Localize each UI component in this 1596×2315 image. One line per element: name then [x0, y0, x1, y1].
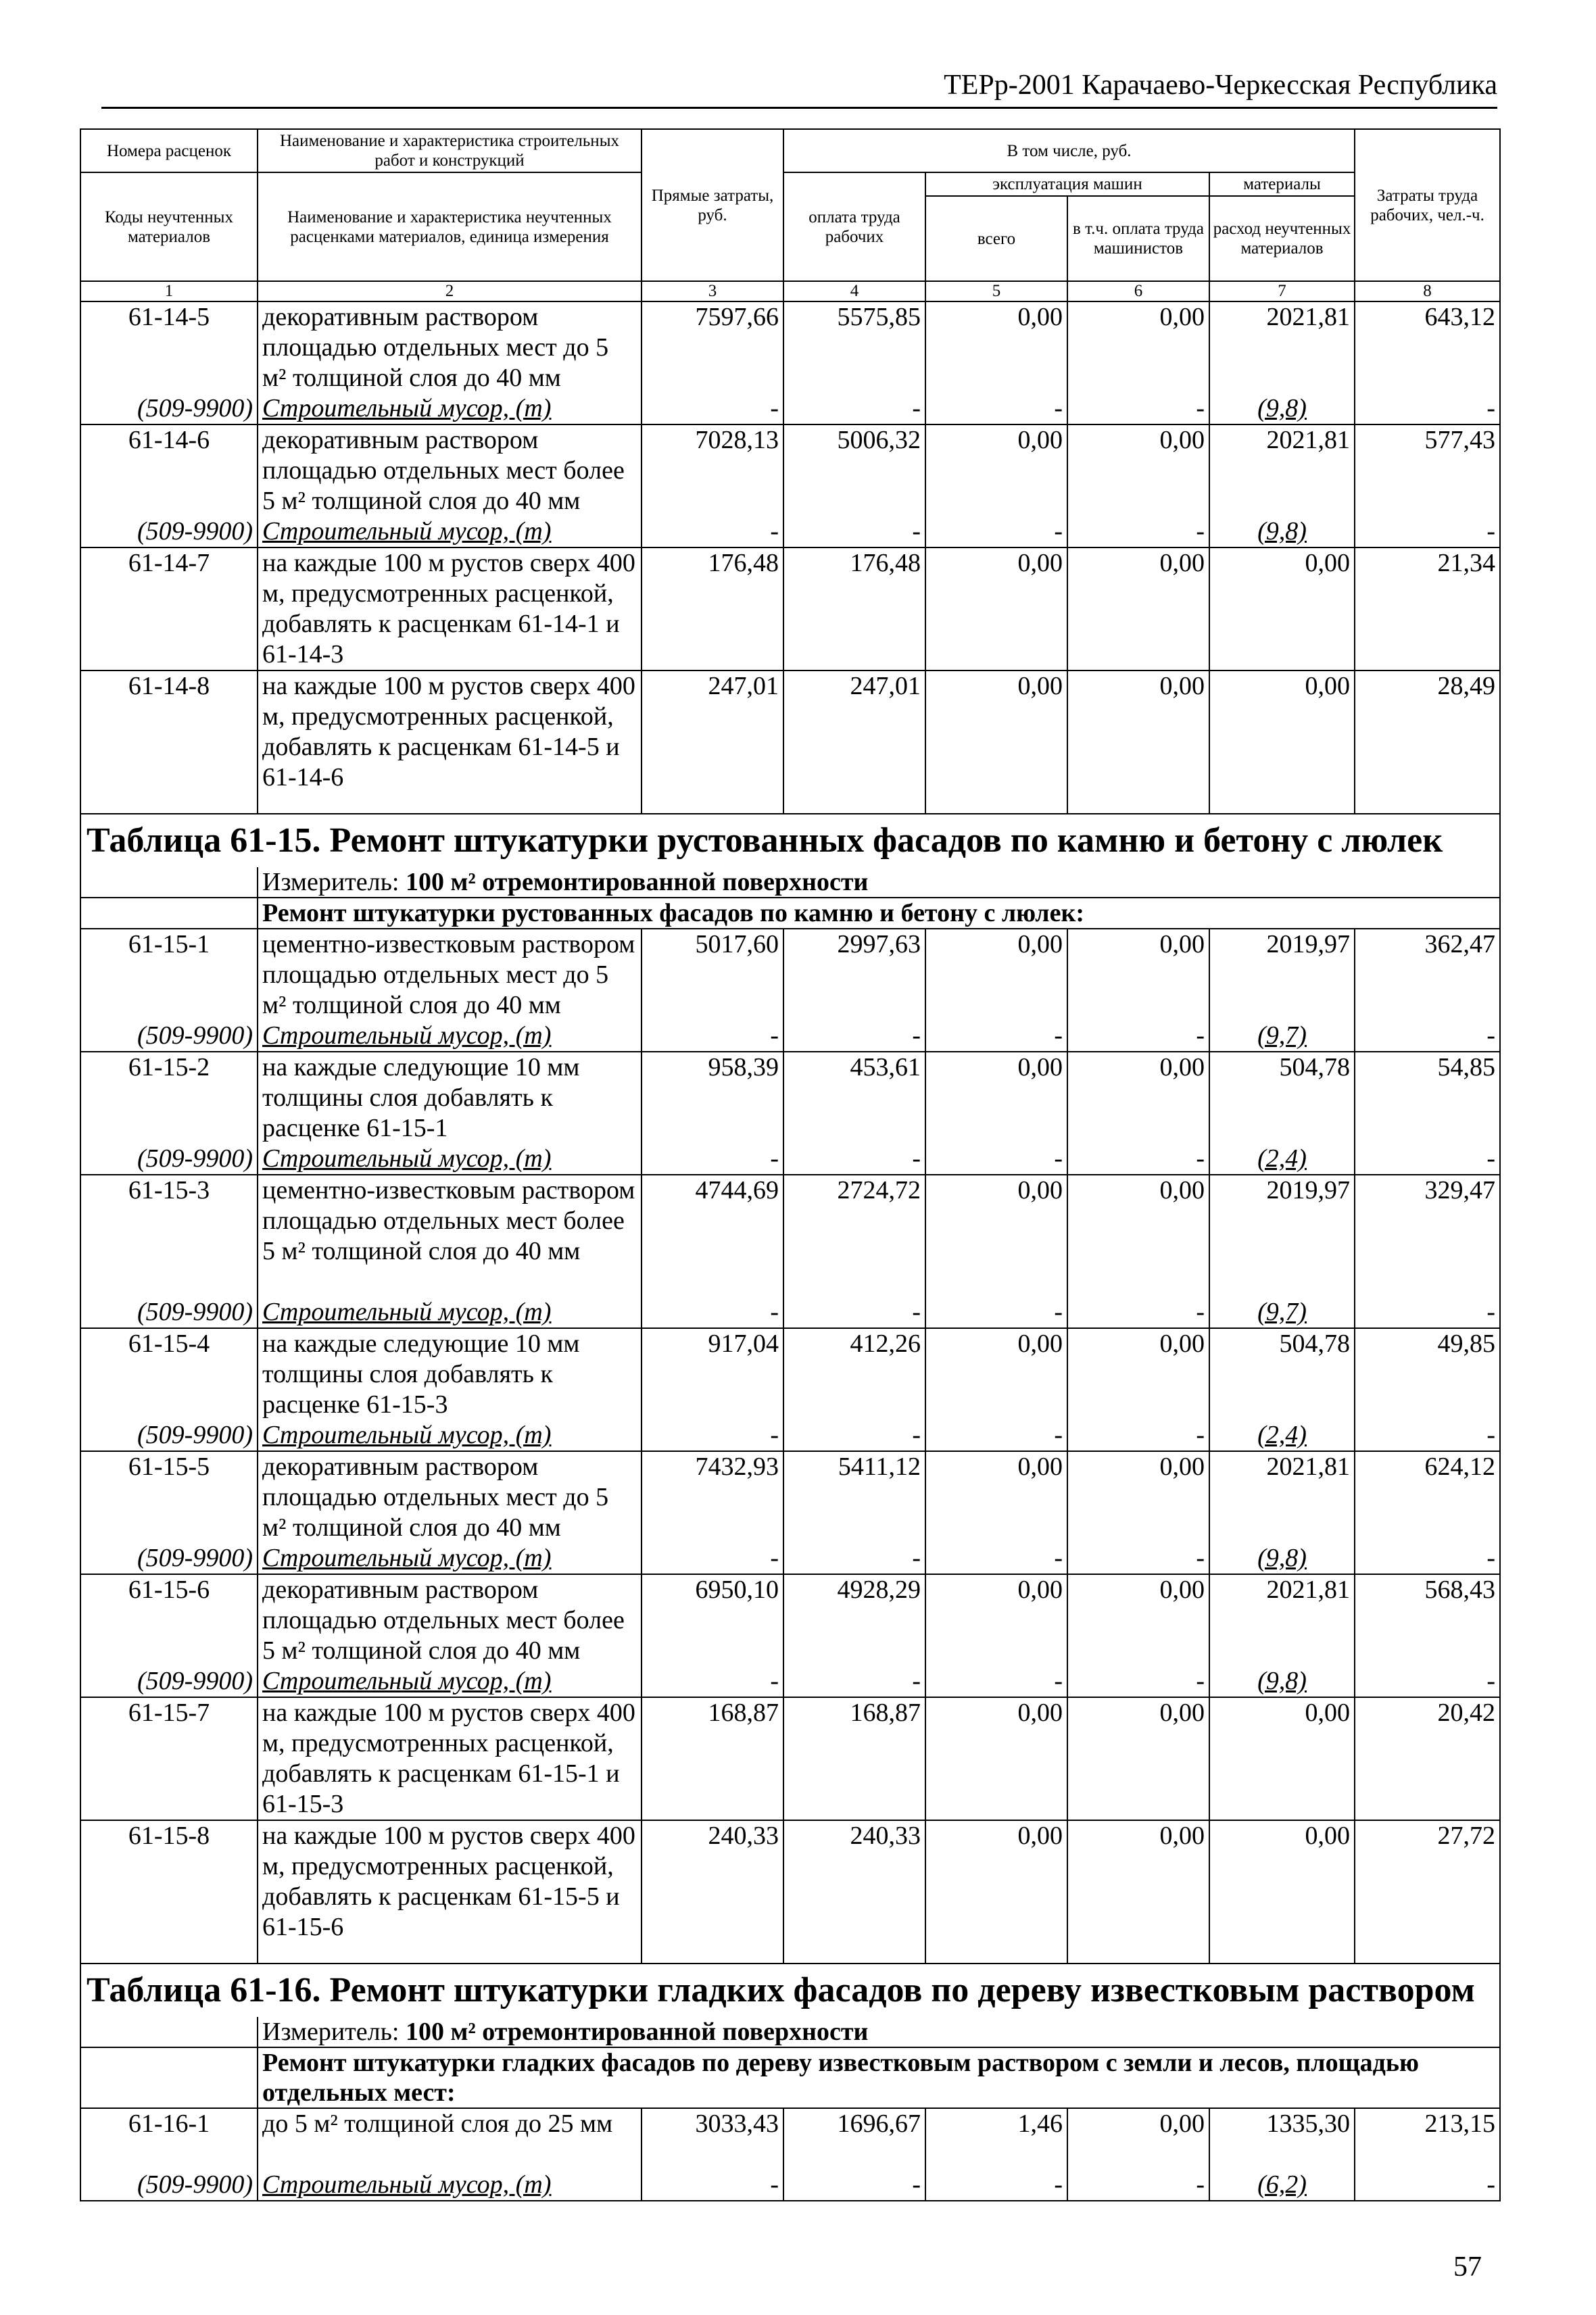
labor-pay-value: 453,61 — [783, 1052, 925, 1144]
dash-value: - — [1355, 1420, 1500, 1451]
empty-cell — [80, 793, 258, 814]
rate-row — [80, 1574, 1500, 1666]
dash-value: - — [1355, 1543, 1500, 1574]
empty-cell — [80, 2047, 258, 2108]
machinist-pay-value: 0,00 — [1067, 1328, 1209, 1420]
direct-costs-value: 5017,60 — [642, 929, 783, 1021]
column-index-6: 6 — [1067, 281, 1209, 301]
machine-total-value: 0,00 — [925, 424, 1067, 516]
labor-hours-value: 362,47 — [1355, 929, 1500, 1021]
material-row — [80, 1666, 1500, 1697]
rates-table — [80, 128, 1501, 2201]
table-title-row — [80, 1964, 1500, 2017]
rate-row — [80, 301, 1500, 393]
machinist-pay-value: 0,00 — [1067, 2108, 1209, 2170]
direct-costs-value: 176,48 — [642, 547, 783, 671]
materials-cost-value: 2021,81 — [1209, 424, 1355, 516]
dash-value: - — [1355, 2170, 1500, 2201]
rate-code: 61-15-8 — [80, 1820, 258, 1943]
dash-value: - — [642, 1021, 783, 1052]
rate-row — [80, 1451, 1500, 1543]
material-description: Строительный мусор, (т) — [258, 393, 642, 424]
section-row — [80, 2047, 1500, 2108]
rate-row — [80, 671, 1500, 793]
rate-row — [80, 547, 1500, 671]
empty-cell — [1355, 1943, 1500, 1964]
materials-cost-value: 2019,97 — [1209, 929, 1355, 1021]
dash-value: - — [642, 393, 783, 424]
empty-cell — [925, 793, 1067, 814]
rate-code: 61-15-3 — [80, 1175, 258, 1297]
labor-pay-value: 2724,72 — [783, 1175, 925, 1297]
labor-pay-value: 5575,85 — [783, 301, 925, 393]
measure-label: Измеритель: — [262, 2018, 400, 2046]
machine-total-value: 1,46 — [925, 2108, 1067, 2170]
page-number: 57 — [1453, 2251, 1482, 2283]
rate-code: 61-15-4 — [80, 1328, 258, 1420]
empty-cell — [1209, 793, 1355, 814]
material-row — [80, 1144, 1500, 1175]
dash-value: - — [925, 2170, 1067, 2201]
rate-code: 61-14-7 — [80, 547, 258, 671]
dash-value: - — [1067, 1144, 1209, 1175]
column-index-4: 4 — [783, 281, 925, 301]
measure-label: Измеритель: — [262, 868, 400, 896]
labor-pay-value: 240,33 — [783, 1820, 925, 1943]
rate-code: 61-14-8 — [80, 671, 258, 793]
running-header: ТЕРр-2001 Карачаево-Черкесская Республика — [944, 70, 1497, 101]
material-consumption: (9,7) — [1209, 1297, 1355, 1328]
dash-value: - — [1067, 1021, 1209, 1052]
measure-value: 100 м² отремонтированной поверхности — [406, 868, 869, 896]
machinist-pay-value: 0,00 — [1067, 424, 1209, 516]
direct-costs-value: 4744,69 — [642, 1175, 783, 1297]
rate-description: на каждые 100 м рустов сверх 400 м, предусмотренных расценкой, добавлять к расценкам 61-14-5 и 61-14-6 — [258, 671, 642, 793]
material-row — [80, 2170, 1500, 2201]
material-consumption: (9,8) — [1209, 1543, 1355, 1574]
machinist-pay-value: 0,00 — [1067, 1697, 1209, 1820]
dash-value: - — [1355, 1297, 1500, 1328]
col-materials-consumption: расход неучтенных материалов — [1209, 196, 1355, 281]
material-consumption: (6,2) — [1209, 2170, 1355, 2201]
materials-cost-value: 2019,97 — [1209, 1175, 1355, 1297]
empty-cell — [80, 2017, 258, 2047]
rate-description: до 5 м² толщиной слоя до 25 мм — [258, 2108, 642, 2170]
material-description: Строительный мусор, (т) — [258, 2170, 642, 2201]
rate-row — [80, 2108, 1500, 2170]
materials-cost-value: 504,78 — [1209, 1328, 1355, 1420]
dash-value: - — [925, 1144, 1067, 1175]
labor-hours-value: 20,42 — [1355, 1697, 1500, 1820]
col-name-bottom: Наименование и характеристика неучтенных расценками материалов, единица измерения — [258, 172, 642, 281]
labor-hours-value: 568,43 — [1355, 1574, 1500, 1666]
materials-cost-value: 1335,30 — [1209, 2108, 1355, 2170]
rate-code: 61-15-6 — [80, 1574, 258, 1666]
empty-cell — [1355, 793, 1500, 814]
materials-cost-value: 2021,81 — [1209, 1574, 1355, 1666]
measure-text — [258, 867, 1500, 898]
empty-cell — [80, 867, 258, 898]
dash-value: - — [642, 1543, 783, 1574]
material-description: Строительный мусор, (т) — [258, 1144, 642, 1175]
empty-cell — [80, 1943, 258, 1964]
dash-value: - — [925, 1021, 1067, 1052]
empty-cell — [1209, 1943, 1355, 1964]
materials-cost-value: 2021,81 — [1209, 301, 1355, 393]
dash-value: - — [1067, 1543, 1209, 1574]
measure-text — [258, 2017, 1500, 2047]
dash-value: - — [783, 1666, 925, 1697]
measure-value: 100 м² отремонтированной поверхности — [406, 2018, 869, 2046]
col-labor-pay: оплата труда рабочих — [783, 172, 925, 281]
dash-value: - — [642, 516, 783, 547]
dash-value: - — [642, 1297, 783, 1328]
empty-cell — [258, 793, 642, 814]
labor-hours-value: 329,47 — [1355, 1175, 1500, 1297]
labor-pay-value: 4928,29 — [783, 1574, 925, 1666]
spacer-row — [80, 1943, 1500, 1964]
dash-value: - — [1355, 1666, 1500, 1697]
rate-description: декоративным раствором площадью отдельных мест более 5 м² толщиной слоя до 40 мм — [258, 424, 642, 516]
direct-costs-value: 240,33 — [642, 1820, 783, 1943]
dash-value: - — [1355, 516, 1500, 547]
labor-pay-value: 2997,63 — [783, 929, 925, 1021]
dash-value: - — [925, 393, 1067, 424]
rate-description: на каждые 100 м рустов сверх 400 м, предусмотренных расценкой, добавлять к расценкам 61-14-1 и 61-14-3 — [258, 547, 642, 671]
column-index-8: 8 — [1355, 281, 1500, 301]
labor-hours-value: 54,85 — [1355, 1052, 1500, 1144]
machine-total-value: 0,00 — [925, 1820, 1067, 1943]
labor-pay-value: 247,01 — [783, 671, 925, 793]
labor-pay-value: 168,87 — [783, 1697, 925, 1820]
machine-total-value: 0,00 — [925, 1697, 1067, 1820]
material-description: Строительный мусор, (т) — [258, 1420, 642, 1451]
col-machinist-pay: в т.ч. оплата труда машинистов — [1067, 196, 1209, 281]
dash-value: - — [925, 1543, 1067, 1574]
rate-description: на каждые 100 м рустов сверх 400 м, предусмотренных расценкой, добавлять к расценкам 61-15-1 и 61-15-3 — [258, 1697, 642, 1820]
labor-hours-value: 28,49 — [1355, 671, 1500, 793]
rate-row — [80, 1697, 1500, 1820]
material-consumption: (9,7) — [1209, 1021, 1355, 1052]
rate-description: декоративным раствором площадью отдельных мест до 5 м² толщиной слоя до 40 мм — [258, 301, 642, 393]
col-direct-costs: Прямые затраты, руб. — [642, 129, 783, 281]
empty-cell — [80, 898, 258, 929]
empty-cell — [258, 1943, 642, 1964]
material-row — [80, 1297, 1500, 1328]
dash-value: - — [783, 2170, 925, 2201]
material-consumption: (2,4) — [1209, 1420, 1355, 1451]
machine-total-value: 0,00 — [925, 671, 1067, 793]
col-labor-costs: Затраты труда рабочих, чел.-ч. — [1355, 129, 1500, 281]
direct-costs-value: 247,01 — [642, 671, 783, 793]
labor-pay-value: 5006,32 — [783, 424, 925, 516]
section-row — [80, 898, 1500, 929]
rate-code: 61-14-5 — [80, 301, 258, 393]
material-code: (509-9900) — [80, 1666, 258, 1697]
machine-total-value: 0,00 — [925, 1574, 1067, 1666]
measure-row — [80, 867, 1500, 898]
empty-cell — [925, 1943, 1067, 1964]
labor-hours-value: 21,34 — [1355, 547, 1500, 671]
machine-total-value: 0,00 — [925, 1328, 1067, 1420]
col-rate-numbers: Номера расценок — [80, 129, 258, 172]
dash-value: - — [1355, 393, 1500, 424]
material-code: (509-9900) — [80, 516, 258, 547]
machinist-pay-value: 0,00 — [1067, 301, 1209, 393]
materials-cost-value: 504,78 — [1209, 1052, 1355, 1144]
material-row — [80, 516, 1500, 547]
table-body — [80, 281, 1500, 2201]
col-materials: материалы — [1209, 172, 1355, 196]
material-consumption: (9,8) — [1209, 516, 1355, 547]
col-machine-operation: эксплуатация машин — [925, 172, 1209, 196]
table-title-row — [80, 814, 1500, 867]
rate-description: на каждые 100 м рустов сверх 400 м, предусмотренных расценкой, добавлять к расценкам 61-15-5 и 61-15-6 — [258, 1820, 642, 1943]
column-index-row — [80, 281, 1500, 301]
material-code: (509-9900) — [80, 1297, 258, 1328]
material-description: Строительный мусор, (т) — [258, 1297, 642, 1328]
empty-cell — [783, 1943, 925, 1964]
machine-total-value: 0,00 — [925, 1052, 1067, 1144]
dash-value: - — [783, 1144, 925, 1175]
direct-costs-value: 168,87 — [642, 1697, 783, 1820]
rate-row — [80, 929, 1500, 1021]
material-consumption: (2,4) — [1209, 1144, 1355, 1175]
machine-total-value: 0,00 — [925, 547, 1067, 671]
labor-pay-value: 176,48 — [783, 547, 925, 671]
rate-row — [80, 1820, 1500, 1943]
dash-value: - — [642, 1420, 783, 1451]
material-consumption: (9,8) — [1209, 393, 1355, 424]
section-heading: Ремонт штукатурки гладких фасадов по дереву известковым раствором с земли и лесов, площадью отдельных мест: — [258, 2047, 1500, 2108]
rate-description: декоративным раствором площадью отдельных мест до 5 м² толщиной слоя до 40 мм — [258, 1451, 642, 1543]
rate-code: 61-15-5 — [80, 1451, 258, 1543]
direct-costs-value: 7597,66 — [642, 301, 783, 393]
column-index-5: 5 — [925, 281, 1067, 301]
header-rule — [101, 107, 1497, 109]
dash-value: - — [1355, 1144, 1500, 1175]
material-code: (509-9900) — [80, 1021, 258, 1052]
rate-description: цементно-известковым раствором площадью отдельных мест более 5 м² толщиной слоя до 40 мм — [258, 1175, 642, 1297]
materials-cost-value: 2021,81 — [1209, 1451, 1355, 1543]
empty-cell — [1067, 793, 1209, 814]
materials-cost-value: 0,00 — [1209, 1820, 1355, 1943]
rate-code: 61-16-1 — [80, 2108, 258, 2170]
dash-value: - — [783, 393, 925, 424]
spacer-row — [80, 793, 1500, 814]
dash-value: - — [642, 1144, 783, 1175]
dash-value: - — [925, 1420, 1067, 1451]
rate-description: цементно-известковым раствором площадью отдельных мест до 5 м² толщиной слоя до 40 мм — [258, 929, 642, 1021]
machinist-pay-value: 0,00 — [1067, 547, 1209, 671]
labor-pay-value: 412,26 — [783, 1328, 925, 1420]
machinist-pay-value: 0,00 — [1067, 1820, 1209, 1943]
rate-description: декоративным раствором площадью отдельных мест более 5 м² толщиной слоя до 40 мм — [258, 1574, 642, 1666]
dash-value: - — [783, 1021, 925, 1052]
machinist-pay-value: 0,00 — [1067, 1574, 1209, 1666]
col-machine-total: всего — [925, 196, 1067, 281]
empty-cell — [642, 793, 783, 814]
material-row — [80, 1420, 1500, 1451]
materials-cost-value: 0,00 — [1209, 547, 1355, 671]
empty-cell — [642, 1943, 783, 1964]
rate-row — [80, 1052, 1500, 1144]
rate-code: 61-15-2 — [80, 1052, 258, 1144]
rate-code: 61-15-7 — [80, 1697, 258, 1820]
material-code: (509-9900) — [80, 2170, 258, 2201]
labor-hours-value: 27,72 — [1355, 1820, 1500, 1943]
column-index-2: 2 — [258, 281, 642, 301]
measure-row — [80, 2017, 1500, 2047]
table-head — [80, 129, 1500, 281]
dash-value: - — [925, 1297, 1067, 1328]
rate-code: 61-14-6 — [80, 424, 258, 516]
direct-costs-value: 7432,93 — [642, 1451, 783, 1543]
labor-hours-value: 213,15 — [1355, 2108, 1500, 2170]
machinist-pay-value: 0,00 — [1067, 1175, 1209, 1297]
rate-row — [80, 1328, 1500, 1420]
material-description: Строительный мусор, (т) — [258, 1666, 642, 1697]
labor-hours-value: 643,12 — [1355, 301, 1500, 393]
material-row — [80, 393, 1500, 424]
machine-total-value: 0,00 — [925, 1175, 1067, 1297]
material-code: (509-9900) — [80, 393, 258, 424]
dash-value: - — [642, 2170, 783, 2201]
table-title: Таблица 61-16. Ремонт штукатурки гладких фасадов по дереву известковым раствором — [80, 1964, 1500, 2017]
materials-cost-value: 0,00 — [1209, 671, 1355, 793]
labor-pay-value: 1696,67 — [783, 2108, 925, 2170]
column-index-3: 3 — [642, 281, 783, 301]
labor-hours-value: 49,85 — [1355, 1328, 1500, 1420]
material-description: Строительный мусор, (т) — [258, 1543, 642, 1574]
empty-cell — [1067, 1943, 1209, 1964]
column-index-7: 7 — [1209, 281, 1355, 301]
dash-value: - — [642, 1666, 783, 1697]
table-title: Таблица 61-15. Ремонт штукатурки рустованных фасадов по камню и бетону с люлек — [80, 814, 1500, 867]
material-consumption: (9,8) — [1209, 1666, 1355, 1697]
dash-value: - — [783, 1543, 925, 1574]
rate-description: на каждые следующие 10 мм толщины слоя добавлять к расценке 61-15-3 — [258, 1328, 642, 1420]
dash-value: - — [1067, 516, 1209, 547]
dash-value: - — [925, 1666, 1067, 1697]
rate-description: на каждые следующие 10 мм толщины слоя добавлять к расценке 61-15-1 — [258, 1052, 642, 1144]
material-code: (509-9900) — [80, 1144, 258, 1175]
material-code: (509-9900) — [80, 1543, 258, 1574]
labor-hours-value: 624,12 — [1355, 1451, 1500, 1543]
dash-value: - — [783, 1420, 925, 1451]
col-codes: Коды неучтенных материалов — [80, 172, 258, 281]
labor-pay-value: 5411,12 — [783, 1451, 925, 1543]
dash-value: - — [1067, 1297, 1209, 1328]
rate-code: 61-15-1 — [80, 929, 258, 1021]
dash-value: - — [783, 1297, 925, 1328]
col-including: В том числе, руб. — [783, 129, 1355, 172]
material-row — [80, 1021, 1500, 1052]
col-name-top: Наименование и характеристика строительных работ и конструкций — [258, 129, 642, 172]
material-description: Строительный мусор, (т) — [258, 1021, 642, 1052]
rate-row — [80, 424, 1500, 516]
machinist-pay-value: 0,00 — [1067, 671, 1209, 793]
rate-row — [80, 1175, 1500, 1297]
machine-total-value: 0,00 — [925, 1451, 1067, 1543]
section-heading: Ремонт штукатурки рустованных фасадов по камню и бетону с люлек: — [258, 898, 1500, 929]
labor-hours-value: 577,43 — [1355, 424, 1500, 516]
material-row — [80, 1543, 1500, 1574]
dash-value: - — [925, 516, 1067, 547]
direct-costs-value: 7028,13 — [642, 424, 783, 516]
direct-costs-value: 917,04 — [642, 1328, 783, 1420]
direct-costs-value: 958,39 — [642, 1052, 783, 1144]
dash-value: - — [1355, 1021, 1500, 1052]
material-code: (509-9900) — [80, 1420, 258, 1451]
dash-value: - — [783, 516, 925, 547]
machinist-pay-value: 0,00 — [1067, 1052, 1209, 1144]
dash-value: - — [1067, 393, 1209, 424]
machinist-pay-value: 0,00 — [1067, 929, 1209, 1021]
machine-total-value: 0,00 — [925, 929, 1067, 1021]
dash-value: - — [1067, 1666, 1209, 1697]
material-description: Строительный мусор, (т) — [258, 516, 642, 547]
dash-value: - — [1067, 1420, 1209, 1451]
materials-cost-value: 0,00 — [1209, 1697, 1355, 1820]
dash-value: - — [1067, 2170, 1209, 2201]
machinist-pay-value: 0,00 — [1067, 1451, 1209, 1543]
column-index-1: 1 — [80, 281, 258, 301]
direct-costs-value: 3033,43 — [642, 2108, 783, 2170]
machine-total-value: 0,00 — [925, 301, 1067, 393]
direct-costs-value: 6950,10 — [642, 1574, 783, 1666]
empty-cell — [783, 793, 925, 814]
